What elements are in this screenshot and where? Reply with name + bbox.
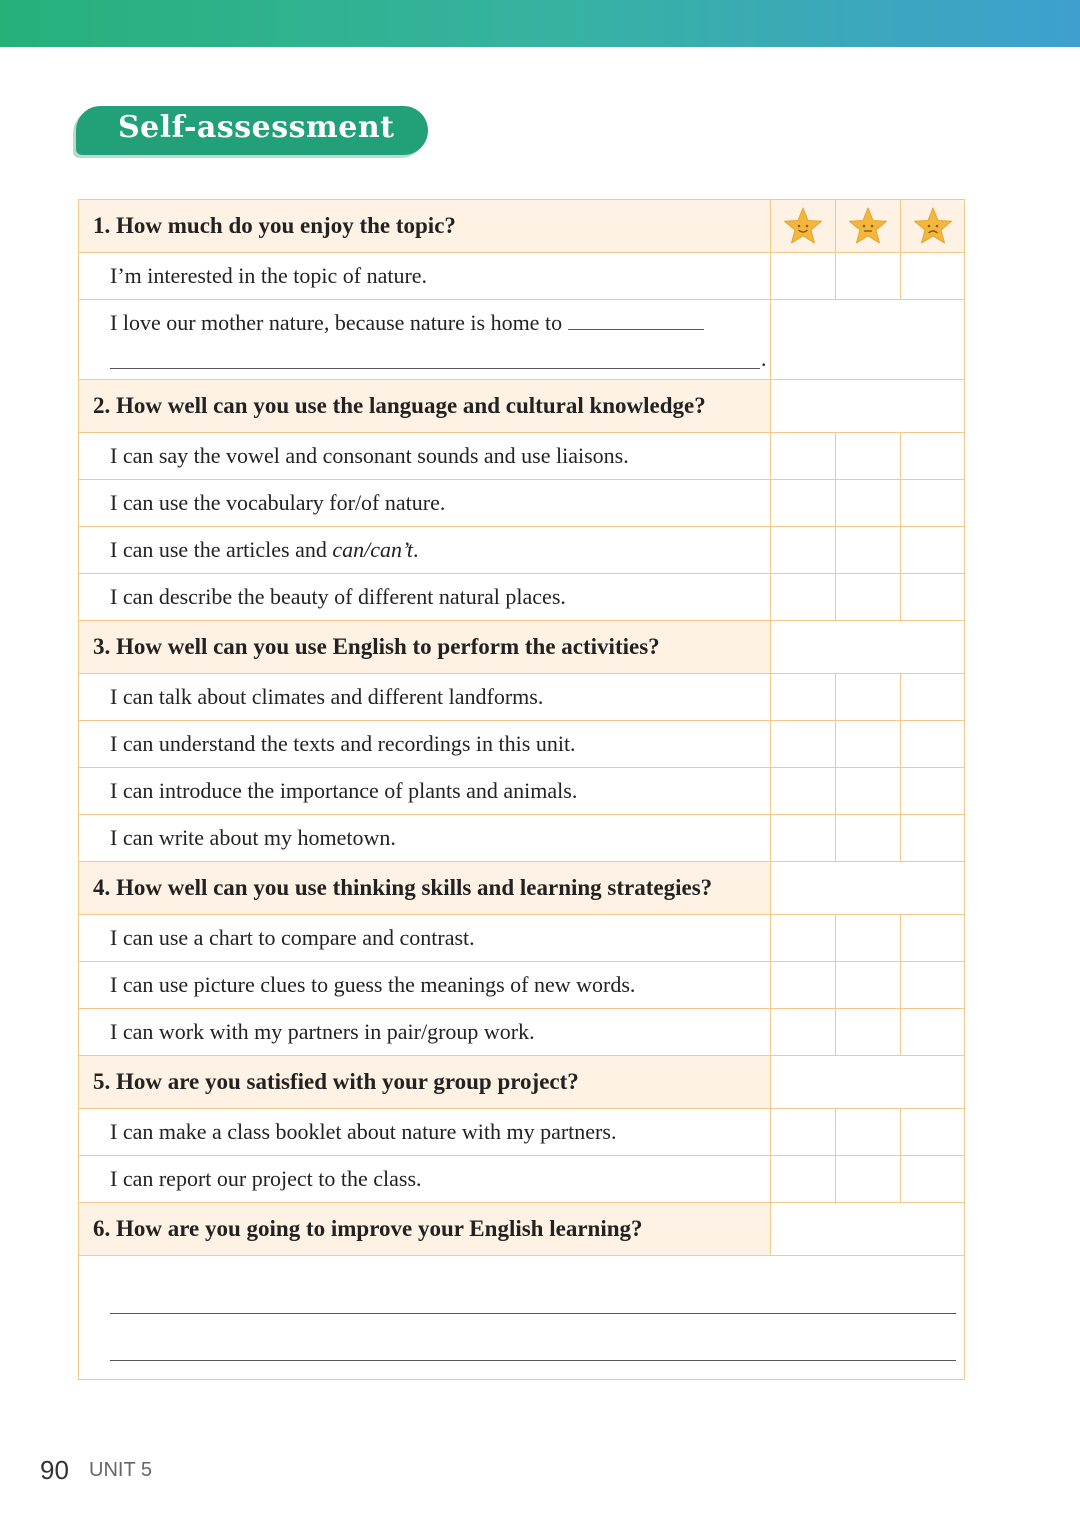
question-5: 5. How are you satisfied with your group project? [79, 1056, 771, 1109]
question-row [79, 1203, 965, 1256]
rating-header-neutral [836, 200, 901, 253]
rating-cell[interactable] [771, 962, 836, 1009]
rating-cell[interactable] [771, 574, 836, 621]
rating-cell[interactable] [771, 721, 836, 768]
rating-cell[interactable] [771, 1156, 836, 1203]
question-4: 4. How well can you use thinking skills and learning strategies? [79, 862, 771, 915]
page-number: 90 [40, 1455, 69, 1485]
rating-cell[interactable] [771, 1009, 836, 1056]
rating-cell[interactable] [771, 674, 836, 721]
question-row [79, 1056, 965, 1109]
statement-text: I can write about my hometown. [79, 815, 771, 862]
statement-row [79, 574, 965, 621]
statement-row [79, 815, 965, 862]
rating-cell[interactable] [901, 1009, 965, 1056]
statement-text: I love our mother nature, because nature is home to [110, 310, 563, 335]
rating-cell[interactable] [901, 962, 965, 1009]
rating-cell[interactable] [901, 721, 965, 768]
statement-row [79, 1156, 965, 1203]
rating-cell[interactable] [901, 915, 965, 962]
sad-star-icon [913, 206, 953, 246]
statement-text: I can use a chart to compare and contrast. [79, 915, 771, 962]
statement-row [79, 1009, 965, 1056]
sentence-end: . [761, 346, 767, 371]
rating-cell[interactable] [836, 253, 901, 300]
empty-rating-area [771, 621, 965, 674]
fill-blank-line[interactable] [568, 311, 704, 330]
top-banner [0, 0, 1080, 47]
statement-row [79, 1109, 965, 1156]
open-statement [79, 300, 771, 380]
question-3: 3. How well can you use English to perform the activities? [79, 621, 771, 674]
statement-text: I’m interested in the topic of nature. [79, 253, 771, 300]
rating-cell[interactable] [771, 915, 836, 962]
statement-text: I can talk about climates and different landforms. [79, 674, 771, 721]
rating-cell[interactable] [901, 674, 965, 721]
statement-text: I can use the vocabulary for/of nature. [79, 480, 771, 527]
question-row [79, 621, 965, 674]
rating-cell[interactable] [836, 768, 901, 815]
statement-row [79, 300, 965, 380]
question-2: 2. How well can you use the language and cultural knowledge? [79, 380, 771, 433]
rating-cell[interactable] [771, 768, 836, 815]
statement-text: I can say the vowel and consonant sounds and use liaisons. [79, 433, 771, 480]
empty-rating-area [771, 1203, 965, 1256]
statement-text: I can work with my partners in pair/group work. [79, 1009, 771, 1056]
statement-text: I can use the articles and [110, 537, 333, 562]
italic-term: can/can’t [332, 537, 413, 562]
statement-row [79, 768, 965, 815]
statement-text: I can understand the texts and recordings in this unit. [79, 721, 771, 768]
rating-cell[interactable] [836, 527, 901, 574]
statement-row [79, 253, 965, 300]
statement-text: I can use picture clues to guess the meanings of new words. [79, 962, 771, 1009]
statement-row [79, 962, 965, 1009]
question-1: 1. How much do you enjoy the topic? [79, 200, 771, 253]
rating-cell[interactable] [836, 962, 901, 1009]
rating-cell[interactable] [901, 480, 965, 527]
empty-rating-area [771, 300, 965, 380]
rating-cell[interactable] [771, 480, 836, 527]
statement-text: I can report our project to the class. [79, 1156, 771, 1203]
rating-cell[interactable] [771, 815, 836, 862]
rating-cell[interactable] [836, 1156, 901, 1203]
sentence-end: . [413, 537, 419, 562]
rating-cell[interactable] [836, 815, 901, 862]
statement-row [79, 721, 965, 768]
rating-header-sad [901, 200, 965, 253]
section-badge [76, 106, 428, 155]
statement-row [79, 527, 965, 574]
rating-cell[interactable] [901, 768, 965, 815]
rating-header-happy [771, 200, 836, 253]
rating-cell[interactable] [901, 527, 965, 574]
statement-text: I can introduce the importance of plants and animals. [79, 768, 771, 815]
empty-rating-area [771, 1056, 965, 1109]
rating-cell[interactable] [771, 433, 836, 480]
empty-rating-area [771, 862, 965, 915]
statement-text: I can describe the beauty of different natural places. [79, 574, 771, 621]
rating-cell[interactable] [901, 253, 965, 300]
question-row [79, 200, 965, 253]
statement-text: I can make a class booklet about nature with my partners. [79, 1109, 771, 1156]
answer-line[interactable] [110, 1360, 956, 1361]
rating-cell[interactable] [901, 1109, 965, 1156]
question-6: 6. How are you going to improve your English learning? [79, 1203, 771, 1256]
rating-cell[interactable] [901, 574, 965, 621]
rating-cell[interactable] [771, 1109, 836, 1156]
page-title: Self-assessment [118, 110, 395, 145]
rating-cell[interactable] [901, 1156, 965, 1203]
statement-row [79, 480, 965, 527]
question-row [79, 380, 965, 433]
answer-row [79, 1256, 965, 1380]
rating-cell[interactable] [901, 433, 965, 480]
rating-cell[interactable] [836, 674, 901, 721]
happy-star-icon [783, 206, 823, 246]
statement-row [79, 915, 965, 962]
empty-rating-area [771, 380, 965, 433]
answer-line[interactable] [110, 1313, 956, 1314]
rating-cell[interactable] [836, 574, 901, 621]
rating-cell[interactable] [771, 527, 836, 574]
statement-row [79, 433, 965, 480]
fill-blank-line[interactable] [110, 346, 760, 369]
rating-cell[interactable] [771, 253, 836, 300]
neutral-star-icon [848, 206, 888, 246]
rating-cell[interactable] [901, 815, 965, 862]
question-row [79, 862, 965, 915]
answer-area [79, 1256, 965, 1380]
statement-row [79, 674, 965, 721]
rating-cell[interactable] [836, 1009, 901, 1056]
rating-cell[interactable] [836, 915, 901, 962]
rating-cell[interactable] [836, 1109, 901, 1156]
rating-cell[interactable] [836, 721, 901, 768]
rating-cell[interactable] [836, 433, 901, 480]
self-assessment-table [78, 199, 965, 1380]
statement-with-italic [79, 527, 771, 574]
unit-label: UNIT 5 [89, 1459, 152, 1481]
rating-cell[interactable] [836, 480, 901, 527]
